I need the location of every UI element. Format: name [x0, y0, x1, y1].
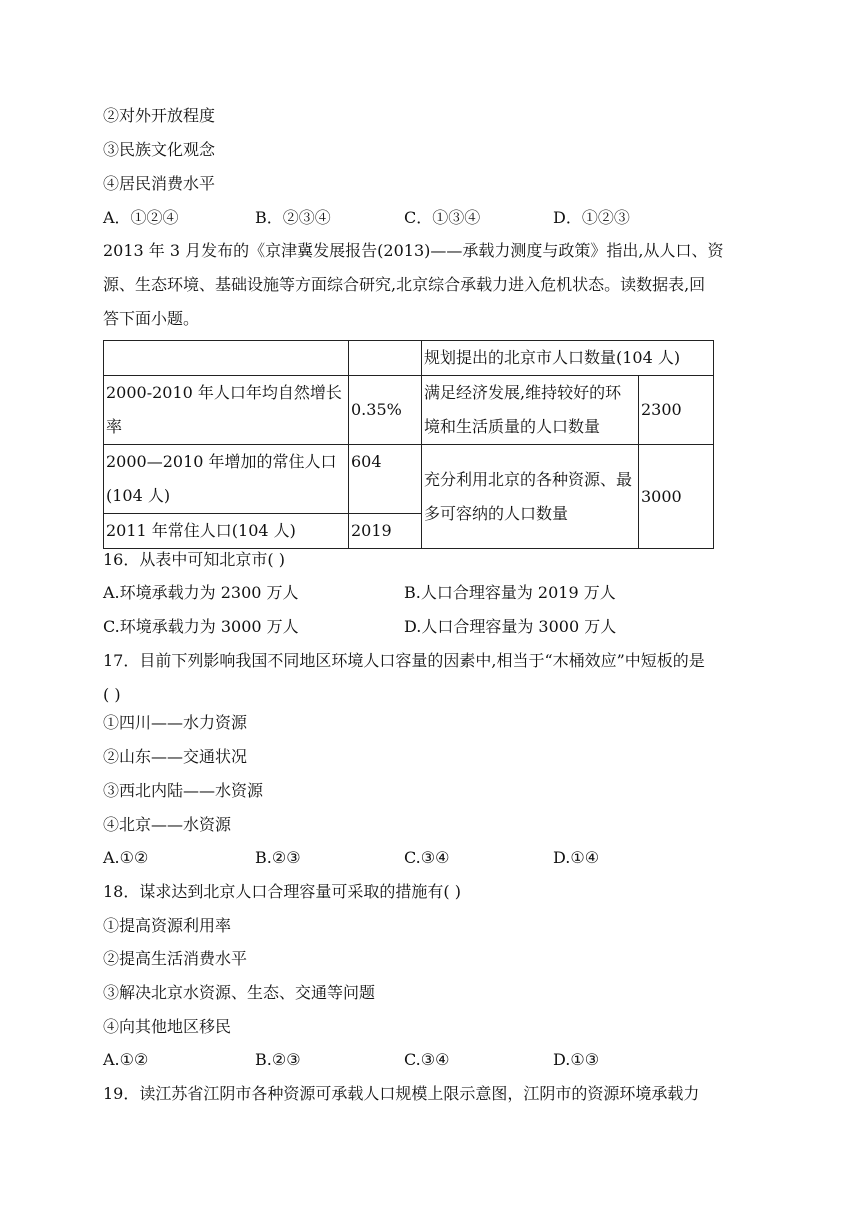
table-cell-empty: [104, 341, 349, 376]
option-item: ②对外开放程度: [103, 106, 216, 125]
table-header-plan: 规划提出的北京市人口数量(104 人): [422, 341, 714, 376]
population-table: [103, 340, 714, 549]
table-plan-label: 满足经济发展,维持较好的环境和生活质量的人口数量: [422, 376, 639, 445]
question-stem: 19．读江苏省江阴市各种资源可承载人口规模上限示意图，江阴市的资源环境承载力: [103, 1084, 700, 1103]
table-row-label: 2011 年常住人口(104 人): [104, 514, 349, 549]
table-plan-label: 充分利用北京的各种资源、最多可容纳的人口数量: [422, 445, 639, 549]
option-item: ④居民消费水平: [103, 174, 216, 193]
table-row-value: 604: [349, 445, 422, 514]
question-stem: 18．谋求达到北京人口合理容量可采取的措施有( ): [103, 882, 461, 901]
question-stem: 16．从表中可知北京市( ): [103, 550, 285, 569]
question-stem: 17．目前下列影响我国不同地区环境人口容量的因素中,相当于“木桶效应”中短板的是: [103, 651, 705, 670]
answer-choice-c[interactable]: C.环境承载力为 3000 万人: [103, 617, 299, 636]
answer-choice-d[interactable]: D．①②③: [553, 208, 630, 227]
option-item: ②山东——交通状况: [103, 747, 248, 766]
answer-choice-c[interactable]: C.③④: [404, 848, 450, 867]
intro-paragraph: 答下面小题。: [103, 309, 200, 328]
answer-choice-d[interactable]: D.①④: [553, 848, 600, 867]
table-row-value: 2019: [349, 514, 422, 549]
answer-choice-a[interactable]: A.①②: [103, 1050, 149, 1069]
option-item: ①四川——水力资源: [103, 713, 248, 732]
table-row-label: 2000—2010 年增加的常住人口(104 人): [104, 445, 349, 514]
table-plan-value: 2300: [639, 376, 714, 445]
answer-choice-c[interactable]: C．①③④: [404, 208, 481, 227]
option-item: ①提高资源利用率: [103, 916, 232, 935]
answer-choice-d[interactable]: D.①③: [553, 1050, 600, 1069]
table-cell-empty: [349, 341, 422, 376]
option-item: ④向其他地区移民: [103, 1017, 232, 1036]
answer-choice-b[interactable]: B.②③: [255, 848, 301, 867]
table-row-label: 2000-2010 年人口年均自然增长率: [104, 376, 349, 445]
option-item: ③解决北京水资源、生态、交通等问题: [103, 983, 376, 1002]
option-item: ②提高生活消费水平: [103, 949, 248, 968]
answer-choice-a[interactable]: A.①②: [103, 848, 149, 867]
intro-paragraph: 2013 年 3 月发布的《京津冀发展报告(2013)——承载力测度与政策》指出,从人口、资: [103, 241, 724, 260]
answer-choice-c[interactable]: C.③④: [404, 1050, 450, 1069]
answer-choice-b[interactable]: B．②③④: [255, 208, 331, 227]
intro-paragraph: 源、生态环境、基础设施等方面综合研究,北京综合承载力进入危机状态。读数据表,回: [103, 275, 706, 294]
option-item: ③西北内陆——水资源: [103, 781, 264, 800]
answer-choice-a[interactable]: A．①②④: [103, 208, 179, 227]
table-row-value: 0.35%: [349, 376, 422, 445]
answer-choice-b[interactable]: B.②③: [255, 1050, 301, 1069]
table-plan-value: 3000: [639, 445, 714, 549]
option-item: ③民族文化观念: [103, 140, 216, 159]
answer-choice-d[interactable]: D.人口合理容量为 3000 万人: [404, 617, 617, 636]
answer-choice-a[interactable]: A.环境承载力为 2300 万人: [103, 583, 299, 602]
question-stem: ( ): [103, 685, 121, 704]
answer-choice-b[interactable]: B.人口合理容量为 2019 万人: [404, 583, 616, 602]
option-item: ④北京——水资源: [103, 815, 232, 834]
